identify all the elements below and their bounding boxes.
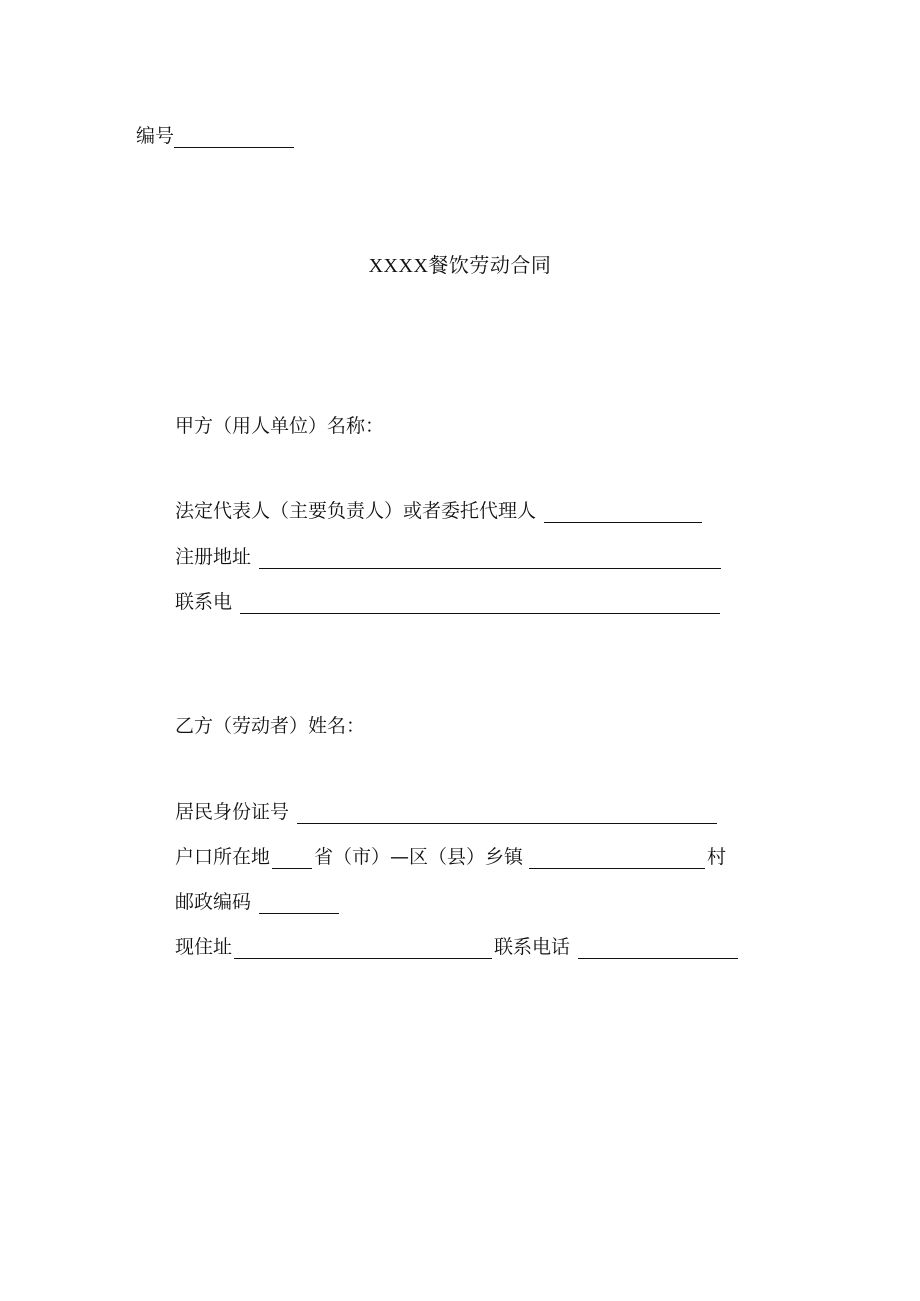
id-number-blank[interactable] — [297, 805, 717, 824]
postal-code-label: 邮政编码 — [175, 891, 252, 913]
district-label: —区（县）乡镇 — [390, 846, 524, 868]
postal-code-blank[interactable] — [259, 895, 339, 914]
contact-blank[interactable] — [240, 595, 720, 614]
reg-address-line — [175, 545, 723, 569]
contact-line — [175, 590, 722, 614]
phone-blank[interactable] — [578, 940, 738, 959]
legal-rep-line — [175, 499, 704, 523]
serial-number-blank[interactable] — [174, 129, 294, 148]
legal-rep-blank[interactable] — [544, 504, 702, 523]
legal-rep-label: 法定代表人（主要负责人）或者委托代理人 — [175, 500, 537, 522]
party-b-heading: 乙方（劳动者）姓名： — [175, 715, 366, 737]
serial-number-label: 编号 — [136, 125, 175, 147]
id-number-label: 居民身份证号 — [175, 801, 290, 823]
postal-code-line — [175, 890, 341, 914]
current-address-label: 现住址 — [175, 936, 233, 958]
phone-label: 联系电话 — [494, 936, 571, 958]
village-label: 村 — [707, 846, 727, 868]
party-a-heading: 甲方（用人单位）名称： — [175, 415, 385, 437]
current-address-blank[interactable] — [234, 940, 492, 959]
id-number-line — [175, 800, 719, 824]
title-text: 餐饮劳动合同 — [428, 253, 552, 277]
province-blank[interactable] — [272, 850, 312, 869]
contact-label: 联系电 — [175, 591, 233, 613]
hukou-label: 户口所在地 — [175, 846, 271, 868]
serial-number-line — [136, 124, 296, 148]
document-title — [0, 249, 920, 278]
town-blank[interactable] — [529, 850, 705, 869]
reg-address-label: 注册地址 — [175, 546, 252, 568]
title-prefix: XXXX — [368, 255, 429, 277]
current-address-line — [175, 935, 740, 959]
province-label: 省（市） — [314, 846, 391, 868]
reg-address-blank[interactable] — [259, 550, 721, 569]
hukou-line — [175, 845, 726, 869]
